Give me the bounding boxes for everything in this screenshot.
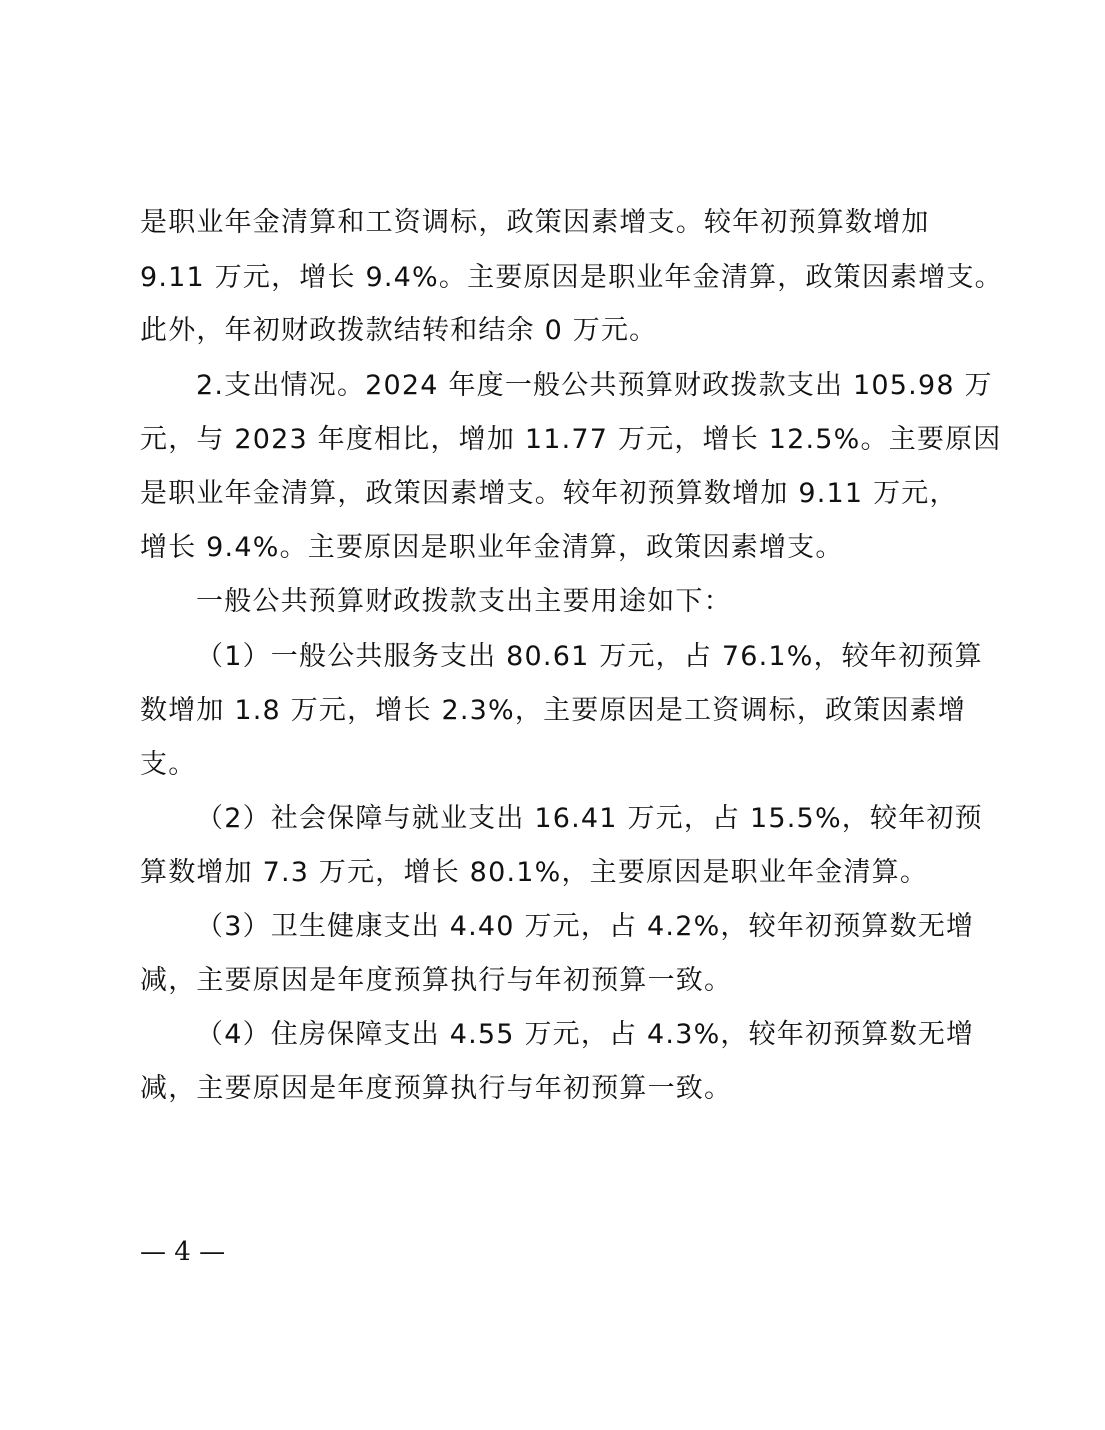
text-line: 减，主要原因是年度预算执行与年初预算一致。	[140, 965, 733, 996]
text-line: 一般公共预算财政拨款支出主要用途如下：	[196, 586, 732, 617]
page-number: — 4 —	[140, 1237, 226, 1267]
text-line: 此外，年初财政拨款结转和结余 0 万元。	[140, 315, 658, 346]
text-line: 2.支出情况。2024 年度一般公共预算财政拨款支出 105.98 万	[196, 370, 993, 401]
text-line: 支。	[140, 749, 197, 780]
text-line: 数增加 1.8 万元，增长 2.3%，主要原因是工资调标，政策因素增	[140, 695, 967, 726]
text-line: 是职业年金清算，政策因素增支。较年初预算数增加 9.11 万元，	[140, 478, 958, 509]
text-line: 减，主要原因是年度预算执行与年初预算一致。	[140, 1073, 733, 1104]
text-line: 算数增加 7.3 万元，增长 80.1%，主要原因是职业年金清算。	[140, 857, 929, 888]
text-line: 增长 9.4%。主要原因是职业年金清算，政策因素增支。	[140, 532, 844, 563]
text-line: （2）社会保障与就业支出 16.41 万元，占 15.5%，较年初预	[196, 803, 983, 834]
text-line: （4）住房保障支出 4.55 万元，占 4.3%，较年初预算数无增	[196, 1019, 975, 1050]
text-line: 元，与 2023 年度相比，增加 11.77 万元，增长 12.5%。主要原因	[140, 424, 1002, 455]
text-line: 是职业年金清算和工资调标，政策因素增支。较年初预算数增加	[140, 207, 930, 238]
text-line: （1）一般公共服务支出 80.61 万元，占 76.1%，较年初预算	[196, 641, 983, 672]
text-line: （3）卫生健康支出 4.40 万元，占 4.2%，较年初预算数无增	[196, 911, 975, 942]
text-line: 9.11 万元，增长 9.4%。主要原因是职业年金清算，政策因素增支。	[140, 262, 1003, 293]
